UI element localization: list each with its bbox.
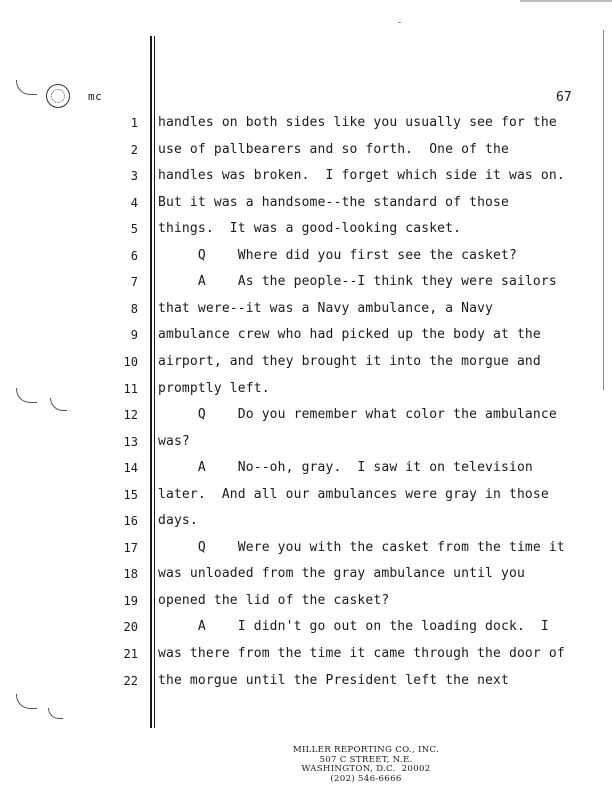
line-number: 4 (130, 195, 138, 210)
line-number: 6 (130, 248, 138, 263)
line-text: days. (158, 513, 198, 529)
line-number: 5 (130, 222, 138, 237)
reporter-initials: mc (88, 90, 103, 103)
binder-hole-mark (16, 80, 37, 95)
line-text: handles was broken. I forget which side it was on. (158, 168, 565, 184)
line-text: things. It was a good-looking casket. (158, 221, 462, 237)
line-number: 20 (123, 620, 138, 635)
line-text: the morgue until the President left the next (158, 672, 509, 688)
right-margin-rule (603, 30, 604, 390)
binder-hole-mark (16, 388, 37, 403)
line-number: 17 (123, 540, 138, 555)
line-text: opened the lid of the casket? (158, 592, 390, 608)
line-text: Q Do you remember what color the ambulance (158, 407, 557, 423)
line-number: 9 (130, 328, 138, 343)
line-text: use of pallbearers and so forth. One of the (158, 141, 509, 157)
line-number: 18 (123, 567, 138, 582)
line-text: airport, and they brought it into the morgue and (158, 353, 541, 369)
line-text: that were--it was a Navy ambulance, a Navy (158, 300, 494, 316)
line-number: 19 (123, 593, 138, 608)
line-number: 14 (123, 461, 138, 476)
line-text: But it was a handsome--the standard of those (158, 194, 509, 210)
left-margin-rule (150, 36, 152, 728)
footer-street: 507 C STREET, N.E. (319, 754, 413, 765)
scan-edge-mark (520, 0, 612, 2)
line-text: A I didn't go out on the loading dock. I (158, 619, 549, 635)
line-text: promptly left. (158, 380, 270, 396)
line-number: 22 (123, 673, 138, 688)
line-number: 15 (123, 487, 138, 502)
line-number: 2 (130, 142, 138, 157)
line-text: ambulance crew who had picked up the body at the (158, 327, 541, 343)
reporter-footer (250, 746, 482, 784)
line-number: 7 (130, 275, 138, 290)
line-text: handles on both sides like you usually see for the (158, 115, 557, 130)
line-number: 13 (123, 434, 138, 449)
line-text: was unloaded from the gray ambulance until you (158, 566, 525, 582)
line-text: later. And all our ambulances were gray in those (158, 486, 549, 502)
footer-phone: (202) 546-6666 (330, 773, 402, 784)
line-number: 21 (123, 647, 138, 661)
binder-hole-mark (48, 708, 63, 719)
line-text: was there from the time it came through the door of (158, 646, 565, 661)
line-number: 10 (123, 354, 138, 369)
binder-hole-mark (50, 398, 67, 411)
scan-speck (398, 22, 401, 23)
line-text: A No--oh, gray. I saw it on television (158, 460, 533, 476)
line-text: was? (158, 433, 190, 449)
seal-stamp (46, 84, 70, 108)
binder-hole-mark (16, 694, 37, 709)
line-number: 16 (123, 514, 138, 529)
line-number: 8 (130, 301, 138, 316)
left-margin-rule-inner (154, 36, 155, 728)
line-number: 3 (130, 169, 138, 184)
line-number: 12 (123, 408, 138, 423)
footer-city: WASHINGTON, D.C. 20002 (301, 764, 431, 775)
line-text: Q Were you with the casket from the time it (158, 539, 565, 555)
line-number: 11 (123, 381, 138, 396)
line-number: 1 (130, 116, 138, 130)
page-number: 67 (556, 90, 572, 105)
line-text: Q Where did you first see the casket? (158, 247, 517, 263)
line-text: A As the people--I think they were sailors (158, 274, 557, 290)
footer-company: MILLER REPORTING CO., INC. (292, 745, 440, 755)
